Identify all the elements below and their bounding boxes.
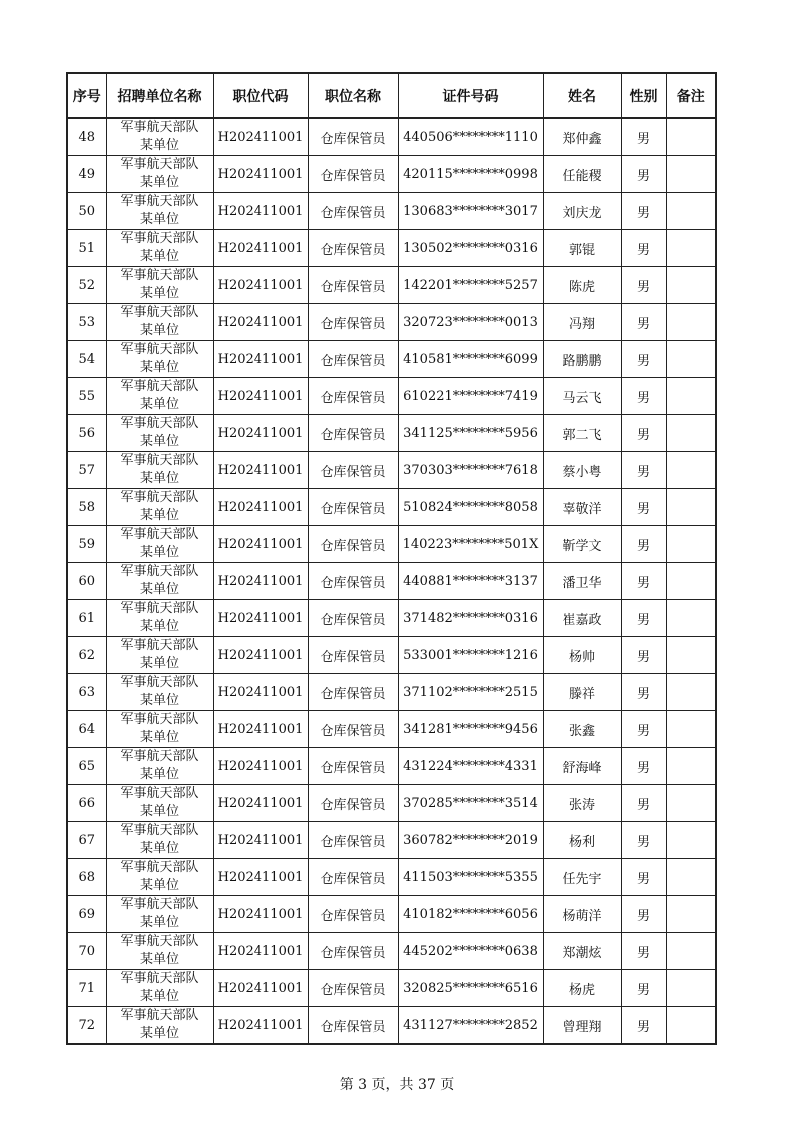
unit-name-line2: 某单位 [139,323,179,338]
unit-name-line2: 某单位 [139,656,179,671]
cell-name: 任能稷 [543,156,621,193]
table-row [67,526,716,563]
cell-unit-name [106,859,213,896]
cell-id-number: 410581********6099 [398,341,543,378]
cell-position-code: H202411001 [213,563,308,600]
unit-name-line2: 某单位 [139,1026,179,1041]
cell-id-number: 320723********0013 [398,304,543,341]
cell-position-code: H202411001 [213,933,308,970]
cell-gender: 男 [621,193,666,230]
table-row [67,896,716,933]
cell-serial-no: 65 [67,748,106,785]
cell-remark [666,156,716,193]
cell-position-name: 仓库保管员 [308,563,398,600]
unit-name-line2: 某单位 [139,693,179,708]
unit-name-line1: 军事航天部队 [120,120,199,135]
cell-id-number: 510824********8058 [398,489,543,526]
cell-id-number: 130502********0316 [398,230,543,267]
cell-position-name: 仓库保管员 [308,230,398,267]
cell-gender: 男 [621,933,666,970]
table-row [67,785,716,822]
cell-name: 路鹏鹏 [543,341,621,378]
cell-name: 杨利 [543,822,621,859]
cell-serial-no: 59 [67,526,106,563]
cell-gender: 男 [621,267,666,304]
cell-gender: 男 [621,711,666,748]
cell-remark [666,267,716,304]
cell-gender: 男 [621,156,666,193]
unit-name-line1: 军事航天部队 [120,490,199,505]
cell-name: 杨虎 [543,970,621,1007]
unit-name-line1: 军事航天部队 [120,268,199,283]
cell-position-name: 仓库保管员 [308,267,398,304]
cell-remark [666,600,716,637]
cell-name: 郑仲鑫 [543,118,621,156]
cell-remark [666,378,716,415]
cell-serial-no: 61 [67,600,106,637]
header-position-name: 职位名称 [308,73,398,118]
cell-id-number: 411503********5355 [398,859,543,896]
table-row [67,637,716,674]
cell-position-name: 仓库保管员 [308,637,398,674]
cell-position-code: H202411001 [213,896,308,933]
unit-name-line1: 军事航天部队 [120,416,199,431]
cell-serial-no: 48 [67,118,106,156]
unit-name-line2: 某单位 [139,915,179,930]
cell-unit-name [106,230,213,267]
cell-position-code: H202411001 [213,1007,308,1045]
table-row [67,489,716,526]
cell-remark [666,563,716,600]
cell-name: 刘庆龙 [543,193,621,230]
cell-unit-name [106,304,213,341]
cell-position-code: H202411001 [213,859,308,896]
cell-unit-name [106,267,213,304]
cell-name: 蔡小粤 [543,452,621,489]
cell-id-number: 140223********501X [398,526,543,563]
cell-remark [666,674,716,711]
cell-unit-name [106,600,213,637]
cell-position-name: 仓库保管员 [308,711,398,748]
cell-unit-name [106,156,213,193]
unit-name-line1: 军事航天部队 [120,971,199,986]
unit-name-line1: 军事航天部队 [120,194,199,209]
cell-serial-no: 49 [67,156,106,193]
cell-serial-no: 67 [67,822,106,859]
cell-gender: 男 [621,674,666,711]
cell-position-name: 仓库保管员 [308,489,398,526]
cell-serial-no: 55 [67,378,106,415]
cell-position-name: 仓库保管员 [308,600,398,637]
cell-unit-name [106,896,213,933]
unit-name-line2: 某单位 [139,878,179,893]
header-name: 姓名 [543,73,621,118]
cell-serial-no: 60 [67,563,106,600]
cell-position-code: H202411001 [213,452,308,489]
cell-serial-no: 57 [67,452,106,489]
cell-serial-no: 62 [67,637,106,674]
cell-gender: 男 [621,341,666,378]
cell-id-number: 360782********2019 [398,822,543,859]
cell-id-number: 610221********7419 [398,378,543,415]
cell-remark [666,933,716,970]
cell-unit-name [106,415,213,452]
cell-position-name: 仓库保管员 [308,896,398,933]
table-row [67,711,716,748]
cell-remark [666,415,716,452]
cell-name: 舒海峰 [543,748,621,785]
table-row [67,822,716,859]
cell-gender: 男 [621,230,666,267]
cell-serial-no: 63 [67,674,106,711]
cell-id-number: 370285********3514 [398,785,543,822]
cell-name: 辜敬洋 [543,489,621,526]
cell-position-code: H202411001 [213,156,308,193]
page-footer: 第 3 页，共 37 页 [339,1077,455,1093]
cell-position-name: 仓库保管员 [308,748,398,785]
cell-unit-name [106,563,213,600]
cell-serial-no: 72 [67,1007,106,1045]
unit-name-line2: 某单位 [139,175,179,190]
unit-name-line2: 某单位 [139,730,179,745]
cell-remark [666,193,716,230]
cell-remark [666,711,716,748]
cell-remark [666,118,716,156]
unit-name-line1: 军事航天部队 [120,749,199,764]
cell-id-number: 431127********2852 [398,1007,543,1045]
cell-remark [666,452,716,489]
cell-unit-name [106,637,213,674]
unit-name-line1: 军事航天部队 [120,1008,199,1023]
cell-position-code: H202411001 [213,785,308,822]
cell-gender: 男 [621,304,666,341]
unit-name-line1: 军事航天部队 [120,934,199,949]
cell-unit-name [106,785,213,822]
cell-id-number: 341125********5956 [398,415,543,452]
cell-id-number: 440506********1110 [398,118,543,156]
cell-position-name: 仓库保管员 [308,156,398,193]
cell-gender: 男 [621,822,666,859]
cell-position-code: H202411001 [213,970,308,1007]
cell-id-number: 431224********4331 [398,748,543,785]
unit-name-line2: 某单位 [139,397,179,412]
cell-position-name: 仓库保管员 [308,415,398,452]
cell-position-name: 仓库保管员 [308,118,398,156]
cell-position-name: 仓库保管员 [308,193,398,230]
cell-id-number: 533001********1216 [398,637,543,674]
cell-unit-name [106,452,213,489]
cell-position-code: H202411001 [213,378,308,415]
cell-position-code: H202411001 [213,489,308,526]
table-row [67,193,716,230]
cell-name: 杨帅 [543,637,621,674]
unit-name-line2: 某单位 [139,804,179,819]
cell-unit-name [106,378,213,415]
cell-gender: 男 [621,489,666,526]
cell-position-name: 仓库保管员 [308,341,398,378]
cell-position-name: 仓库保管员 [308,1007,398,1045]
unit-name-line2: 某单位 [139,952,179,967]
cell-position-code: H202411001 [213,230,308,267]
table-row [67,933,716,970]
cell-position-code: H202411001 [213,415,308,452]
cell-unit-name [106,674,213,711]
cell-serial-no: 58 [67,489,106,526]
table-row [67,341,716,378]
roster-sheet [66,72,715,1045]
cell-unit-name [106,489,213,526]
unit-name-line1: 军事航天部队 [120,675,199,690]
cell-id-number: 370303********7618 [398,452,543,489]
cell-gender: 男 [621,563,666,600]
unit-name-line1: 军事航天部队 [120,786,199,801]
cell-gender: 男 [621,118,666,156]
cell-gender: 男 [621,415,666,452]
unit-name-line1: 军事航天部队 [120,860,199,875]
table-row [67,230,716,267]
cell-gender: 男 [621,378,666,415]
cell-position-name: 仓库保管员 [308,674,398,711]
table-row [67,600,716,637]
unit-name-line2: 某单位 [139,434,179,449]
cell-unit-name [106,748,213,785]
cell-name: 张涛 [543,785,621,822]
cell-position-code: H202411001 [213,822,308,859]
header-id-number: 证件号码 [398,73,543,118]
cell-id-number: 410182********6056 [398,896,543,933]
cell-id-number: 142201********5257 [398,267,543,304]
cell-remark [666,822,716,859]
cell-serial-no: 54 [67,341,106,378]
cell-unit-name [106,526,213,563]
cell-remark [666,304,716,341]
table-row [67,304,716,341]
cell-position-code: H202411001 [213,341,308,378]
cell-remark [666,859,716,896]
unit-name-line2: 某单位 [139,989,179,1004]
cell-position-code: H202411001 [213,304,308,341]
unit-name-line2: 某单位 [139,286,179,301]
cell-name: 冯翔 [543,304,621,341]
cell-remark [666,489,716,526]
cell-id-number: 445202********0638 [398,933,543,970]
cell-position-code: H202411001 [213,600,308,637]
unit-name-line1: 军事航天部队 [120,157,199,172]
cell-position-name: 仓库保管员 [308,378,398,415]
cell-serial-no: 68 [67,859,106,896]
cell-gender: 男 [621,600,666,637]
table-row [67,748,716,785]
cell-position-code: H202411001 [213,637,308,674]
cell-remark [666,748,716,785]
cell-name: 任先宇 [543,859,621,896]
cell-serial-no: 69 [67,896,106,933]
cell-serial-no: 50 [67,193,106,230]
table-row [67,859,716,896]
unit-name-line2: 某单位 [139,138,179,153]
table-row [67,378,716,415]
header-serial-no: 序号 [67,73,106,118]
cell-name: 郑潮炫 [543,933,621,970]
cell-position-name: 仓库保管员 [308,785,398,822]
cell-serial-no: 51 [67,230,106,267]
unit-name-line2: 某单位 [139,767,179,782]
cell-id-number: 371102********2515 [398,674,543,711]
unit-name-line1: 军事航天部队 [120,342,199,357]
cell-name: 崔嘉政 [543,600,621,637]
header-remark: 备注 [666,73,716,118]
cell-position-code: H202411001 [213,526,308,563]
cell-serial-no: 53 [67,304,106,341]
unit-name-line2: 某单位 [139,619,179,634]
cell-unit-name [106,341,213,378]
cell-unit-name [106,970,213,1007]
cell-id-number: 341281********9456 [398,711,543,748]
cell-remark [666,1007,716,1045]
unit-name-line1: 军事航天部队 [120,527,199,542]
cell-name: 陈虎 [543,267,621,304]
cell-name: 郭锟 [543,230,621,267]
unit-name-line2: 某单位 [139,545,179,560]
table-row [67,267,716,304]
cell-unit-name [106,711,213,748]
cell-name: 张鑫 [543,711,621,748]
cell-gender: 男 [621,748,666,785]
cell-position-code: H202411001 [213,674,308,711]
cell-name: 靳学文 [543,526,621,563]
table-row [67,970,716,1007]
unit-name-line2: 某单位 [139,212,179,227]
cell-gender: 男 [621,637,666,674]
cell-gender: 男 [621,452,666,489]
unit-name-line1: 军事航天部队 [120,638,199,653]
cell-unit-name [106,1007,213,1045]
header-unit-name: 招聘单位名称 [106,73,213,118]
cell-position-name: 仓库保管员 [308,970,398,1007]
cell-remark [666,230,716,267]
cell-unit-name [106,193,213,230]
cell-gender: 男 [621,785,666,822]
cell-id-number: 371482********0316 [398,600,543,637]
cell-name: 杨萌洋 [543,896,621,933]
unit-name-line1: 军事航天部队 [120,712,199,727]
cell-serial-no: 56 [67,415,106,452]
cell-id-number: 440881********3137 [398,563,543,600]
table-row [67,118,716,156]
unit-name-line1: 军事航天部队 [120,897,199,912]
cell-position-name: 仓库保管员 [308,822,398,859]
cell-position-name: 仓库保管员 [308,859,398,896]
cell-gender: 男 [621,970,666,1007]
cell-position-code: H202411001 [213,193,308,230]
unit-name-line2: 某单位 [139,471,179,486]
roster-table [66,72,717,1045]
cell-position-name: 仓库保管员 [308,304,398,341]
cell-position-name: 仓库保管员 [308,933,398,970]
cell-position-code: H202411001 [213,711,308,748]
cell-unit-name [106,118,213,156]
unit-name-line1: 军事航天部队 [120,231,199,246]
unit-name-line2: 某单位 [139,508,179,523]
cell-id-number: 420115********0998 [398,156,543,193]
cell-name: 郭二飞 [543,415,621,452]
table-row [67,415,716,452]
header-gender: 性别 [621,73,666,118]
cell-gender: 男 [621,859,666,896]
unit-name-line2: 某单位 [139,249,179,264]
unit-name-line1: 军事航天部队 [120,823,199,838]
cell-position-name: 仓库保管员 [308,452,398,489]
cell-position-name: 仓库保管员 [308,526,398,563]
table-row [67,1007,716,1045]
cell-name: 曾理翔 [543,1007,621,1045]
cell-id-number: 320825********6516 [398,970,543,1007]
unit-name-line2: 某单位 [139,841,179,856]
unit-name-line1: 军事航天部队 [120,453,199,468]
cell-position-code: H202411001 [213,118,308,156]
cell-serial-no: 70 [67,933,106,970]
table-row [67,674,716,711]
cell-name: 潘卫华 [543,563,621,600]
cell-position-code: H202411001 [213,267,308,304]
cell-name: 马云飞 [543,378,621,415]
unit-name-line2: 某单位 [139,360,179,375]
unit-name-line1: 军事航天部队 [120,601,199,616]
cell-gender: 男 [621,526,666,563]
cell-serial-no: 64 [67,711,106,748]
table-header-row [67,73,716,118]
cell-unit-name [106,822,213,859]
cell-remark [666,526,716,563]
unit-name-line1: 军事航天部队 [120,564,199,579]
cell-position-code: H202411001 [213,748,308,785]
table-row [67,156,716,193]
cell-remark [666,637,716,674]
unit-name-line1: 军事航天部队 [120,379,199,394]
cell-remark [666,896,716,933]
unit-name-line1: 军事航天部队 [120,305,199,320]
cell-unit-name [106,933,213,970]
header-position-code: 职位代码 [213,73,308,118]
cell-id-number: 130683********3017 [398,193,543,230]
roster-table-body [67,118,716,1044]
cell-remark [666,970,716,1007]
cell-serial-no: 66 [67,785,106,822]
cell-name: 滕祥 [543,674,621,711]
cell-serial-no: 71 [67,970,106,1007]
cell-gender: 男 [621,896,666,933]
cell-remark [666,341,716,378]
cell-serial-no: 52 [67,267,106,304]
table-row [67,563,716,600]
cell-gender: 男 [621,1007,666,1045]
cell-remark [666,785,716,822]
unit-name-line2: 某单位 [139,582,179,597]
table-row [67,452,716,489]
